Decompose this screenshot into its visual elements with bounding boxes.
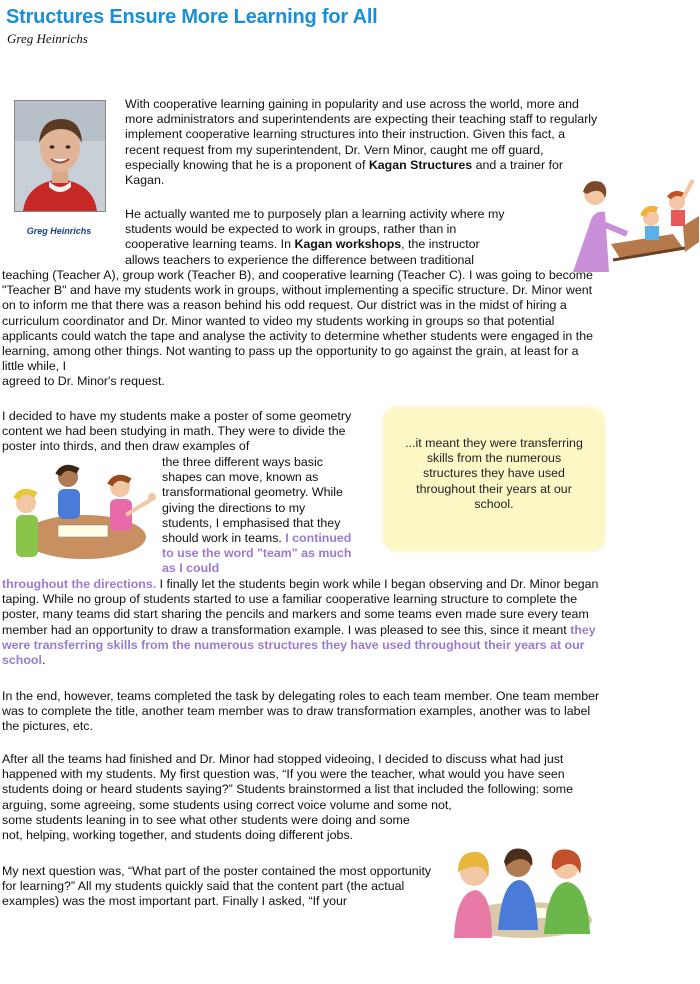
paragraph-roles: In the end, however, teams completed the task by delegating roles to each team member. One team member was to complete the title, another team member was to draw transformation examples, another was to label the pictures, etc. <box>2 689 600 734</box>
paragraph-request-rest <box>2 268 602 390</box>
paragraph-poster-top: I decided to have my students make a poster of some geometry content we had been studying in math. They were to divide the poster into thirds, and then draw examples of <box>2 409 352 454</box>
paragraph-request-body: teaching (Teacher A), group work (Teacher B), and cooperative learning (Teacher C). I was going to become "Teacher B" and have my students work in groups, without implementing a specific structure. Dr. Minor went on to inform me that there was a reason behind his odd request. Our district was in the midst of hiring a curriculum coordinator and Dr. Minor wanted to video my students working in groups so that potential applicants could watch the tape and analyse the activity to determine whether students were engaged in the learning, among other things. Not wanting to pass up the opportunity to go against the grain, at least for a little while, I <box>2 268 593 374</box>
paragraph-poster-body: I finally let the students begin work while I began observing and Dr. Minor began taping. While no group of students started to use a familiar cooperative learning structure to complete the poster, many teams did start sharing the pencils and markers and some teams even made sure every team member had an opportunity to draw a transformation example. I was pleased to see this, since it meant <box>2 577 599 637</box>
paragraph-discussion <box>2 752 602 843</box>
author-photo <box>14 100 106 212</box>
paragraph-request-last: agreed to Dr. Minor's request. <box>2 374 165 389</box>
paragraph-poster-end: . <box>41 653 46 668</box>
paragraph-discussion-text: After all the teams had finished and Dr. Minor had stopped videoing, I decided to discuss what had just happened with my students. My first question was, “If you were the teacher, what would you have seen students doing or heard students saying?” Students brainstormed a list that included the following: some arguing, some agreeing, some students using correct voice volume and some not, <box>2 752 573 812</box>
students-studying-clipart <box>448 838 598 943</box>
paragraph-poster-middle <box>162 455 358 577</box>
highlight-transferring-skills: they were transferring skills from the numerous structures they have used throughout their years at our school <box>2 622 596 668</box>
students-group-clipart <box>2 455 157 570</box>
paragraph-intro-end: and a trainer for Kagan. <box>125 157 564 188</box>
portrait-illustration <box>15 101 105 211</box>
teacher-classroom-clipart <box>565 172 700 280</box>
paragraph-request-line3-end: , the instructor <box>401 237 480 252</box>
photo-caption: Greg Heinrichs <box>26 226 92 236</box>
article-author: Greg Heinrichs <box>7 31 88 46</box>
paragraph-request-line2: students would be expected to work in groups, rather than in <box>125 222 457 237</box>
pullquote-text: ...it meant they were transferring skills from the numerous structures they have used throughout their years at our school. <box>405 436 583 511</box>
paragraph-request-line4: allows teachers to experience the difference between traditional <box>125 252 474 267</box>
paragraph-intro-text: With cooperative learning gaining in popularity and use across the world, more and more administrators and superintendents are expecting their teaching staff to regularly implement cooperative learning structures into their instruction. Given this fact, a recent request from my superintendent, Dr. Vern Minor, caught me off guard, especially knowing that he is a proponent of <box>125 97 598 172</box>
paragraph-request-line3: cooperative learning teams. In <box>125 237 295 252</box>
paragraph-intro <box>125 97 600 188</box>
paragraph-request-top <box>125 207 565 268</box>
highlight-team-word: I continued to use the word "team" as much as I could <box>162 531 352 576</box>
paragraph-next-question: My next question was, “What part of the poster contained the most opportunity for learning?” All my students quickly said that the content part (the actual examples) was the most important part. Finally I asked, “If your <box>2 864 432 909</box>
kagan-structures-bold: Kagan Structures <box>368 157 473 172</box>
paragraph-discussion-line7: not, helping, working together, and students doing different jobs. <box>2 828 354 843</box>
paragraph-discussion-line6: some students leaning in to see what other students were doing and some <box>2 812 410 827</box>
article-title: Structures Ensure More Learning for All <box>6 6 378 28</box>
paragraph-poster-middle-text: the three different ways basic shapes can move, known as transformational geometry. While giving the directions to my students, I emphasised that they should work in teams. <box>162 455 343 546</box>
paragraph-poster-rest <box>2 577 602 668</box>
highlight-directions: throughout the directions. <box>2 577 157 591</box>
paragraph-request-line1: He actually wanted me to purposely plan a learning activity where my <box>125 207 505 221</box>
kagan-workshops-bold: Kagan workshops <box>294 237 402 252</box>
